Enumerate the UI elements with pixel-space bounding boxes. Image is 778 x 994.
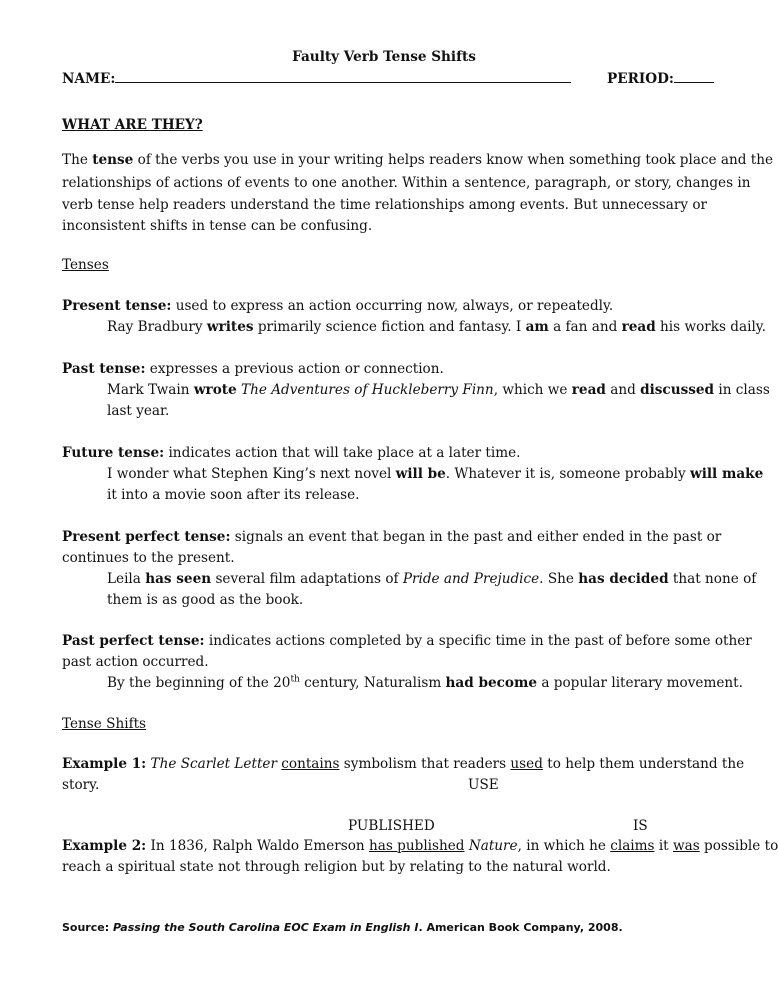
example-1-correction: USE	[468, 777, 499, 793]
present-perfect-example: them is as good as the book.	[107, 592, 304, 608]
example-1-sentence: Example 1: The Scarlet Letter contains symbolism that readers used to help them understand the	[62, 756, 745, 772]
period-blank[interactable]	[674, 70, 714, 83]
example-2-sentence: reach a spiritual state not through religion but by relating to the natural world.	[62, 859, 611, 875]
source-citation: Source: Passing the South Carolina EOC Exam in English I. American Book Company, 2008.	[62, 921, 623, 934]
intro-paragraph-line: relationships of actions of events to one another. Within a sentence, paragraph, or story, changes in	[62, 175, 751, 191]
example-2-correction: IS	[633, 818, 648, 834]
period-line[interactable]	[607, 70, 714, 87]
name-blank[interactable]	[115, 70, 571, 83]
present-perfect-definition: continues to the present.	[62, 550, 235, 566]
name-label: NAME:	[62, 71, 116, 87]
intro-paragraph-line: verb tense help readers understand the time relationships among events. But unnecessary or	[62, 197, 708, 213]
tenses-heading: Tenses	[62, 257, 109, 273]
present-perfect-definition: Present perfect tense: signals an event that began in the past and either ended in the past or	[62, 529, 722, 545]
past-tense-definition: Past tense: expresses a previous action or connection.	[62, 361, 444, 377]
tense-shifts-heading: Tense Shifts	[62, 716, 147, 732]
future-tense-example: I wonder what Stephen King’s next novel will be. Whatever it is, someone probably will make	[107, 466, 764, 482]
intro-paragraph-line: The tense of the verbs you use in your writing helps readers know when something took place and the	[62, 152, 774, 168]
section-heading: WHAT ARE THEY?	[62, 117, 203, 133]
past-perfect-definition: Past perfect tense: indicates actions completed by a specific time in the past of before some other	[62, 633, 752, 649]
example-2-sentence: Example 2: In 1836, Ralph Waldo Emerson has published Nature, in which he claims it was possible to	[62, 838, 778, 854]
example-2-correction: PUBLISHED	[348, 818, 435, 834]
intro-paragraph-line: inconsistent shifts in tense can be confusing.	[62, 218, 373, 234]
future-tense-definition: Future tense: indicates action that will take place at a later time.	[62, 445, 521, 461]
present-perfect-example: Leila has seen several film adaptations of Pride and Prejudice. She has decided that none of	[107, 571, 757, 587]
past-tense-example: Mark Twain wrote The Adventures of Huckleberry Finn, which we read and discussed in class	[107, 382, 770, 398]
present-tense-example: Ray Bradbury writes primarily science fiction and fantasy. I am a fan and read his works daily.	[107, 319, 767, 335]
past-perfect-example: By the beginning of the 20th century, Naturalism had become a popular literary movement.	[107, 674, 743, 691]
page-title: Faulty Verb Tense Shifts	[292, 49, 476, 65]
present-tense-definition: Present tense: used to express an action occurring now, always, or repeatedly.	[62, 298, 614, 314]
example-1-sentence: story.	[62, 777, 100, 793]
name-line[interactable]	[62, 70, 571, 87]
past-tense-example: last year.	[107, 403, 170, 419]
future-tense-example: it into a movie soon after its release.	[107, 487, 360, 503]
past-perfect-definition: past action occurred.	[62, 654, 209, 670]
period-label: PERIOD:	[607, 71, 674, 87]
